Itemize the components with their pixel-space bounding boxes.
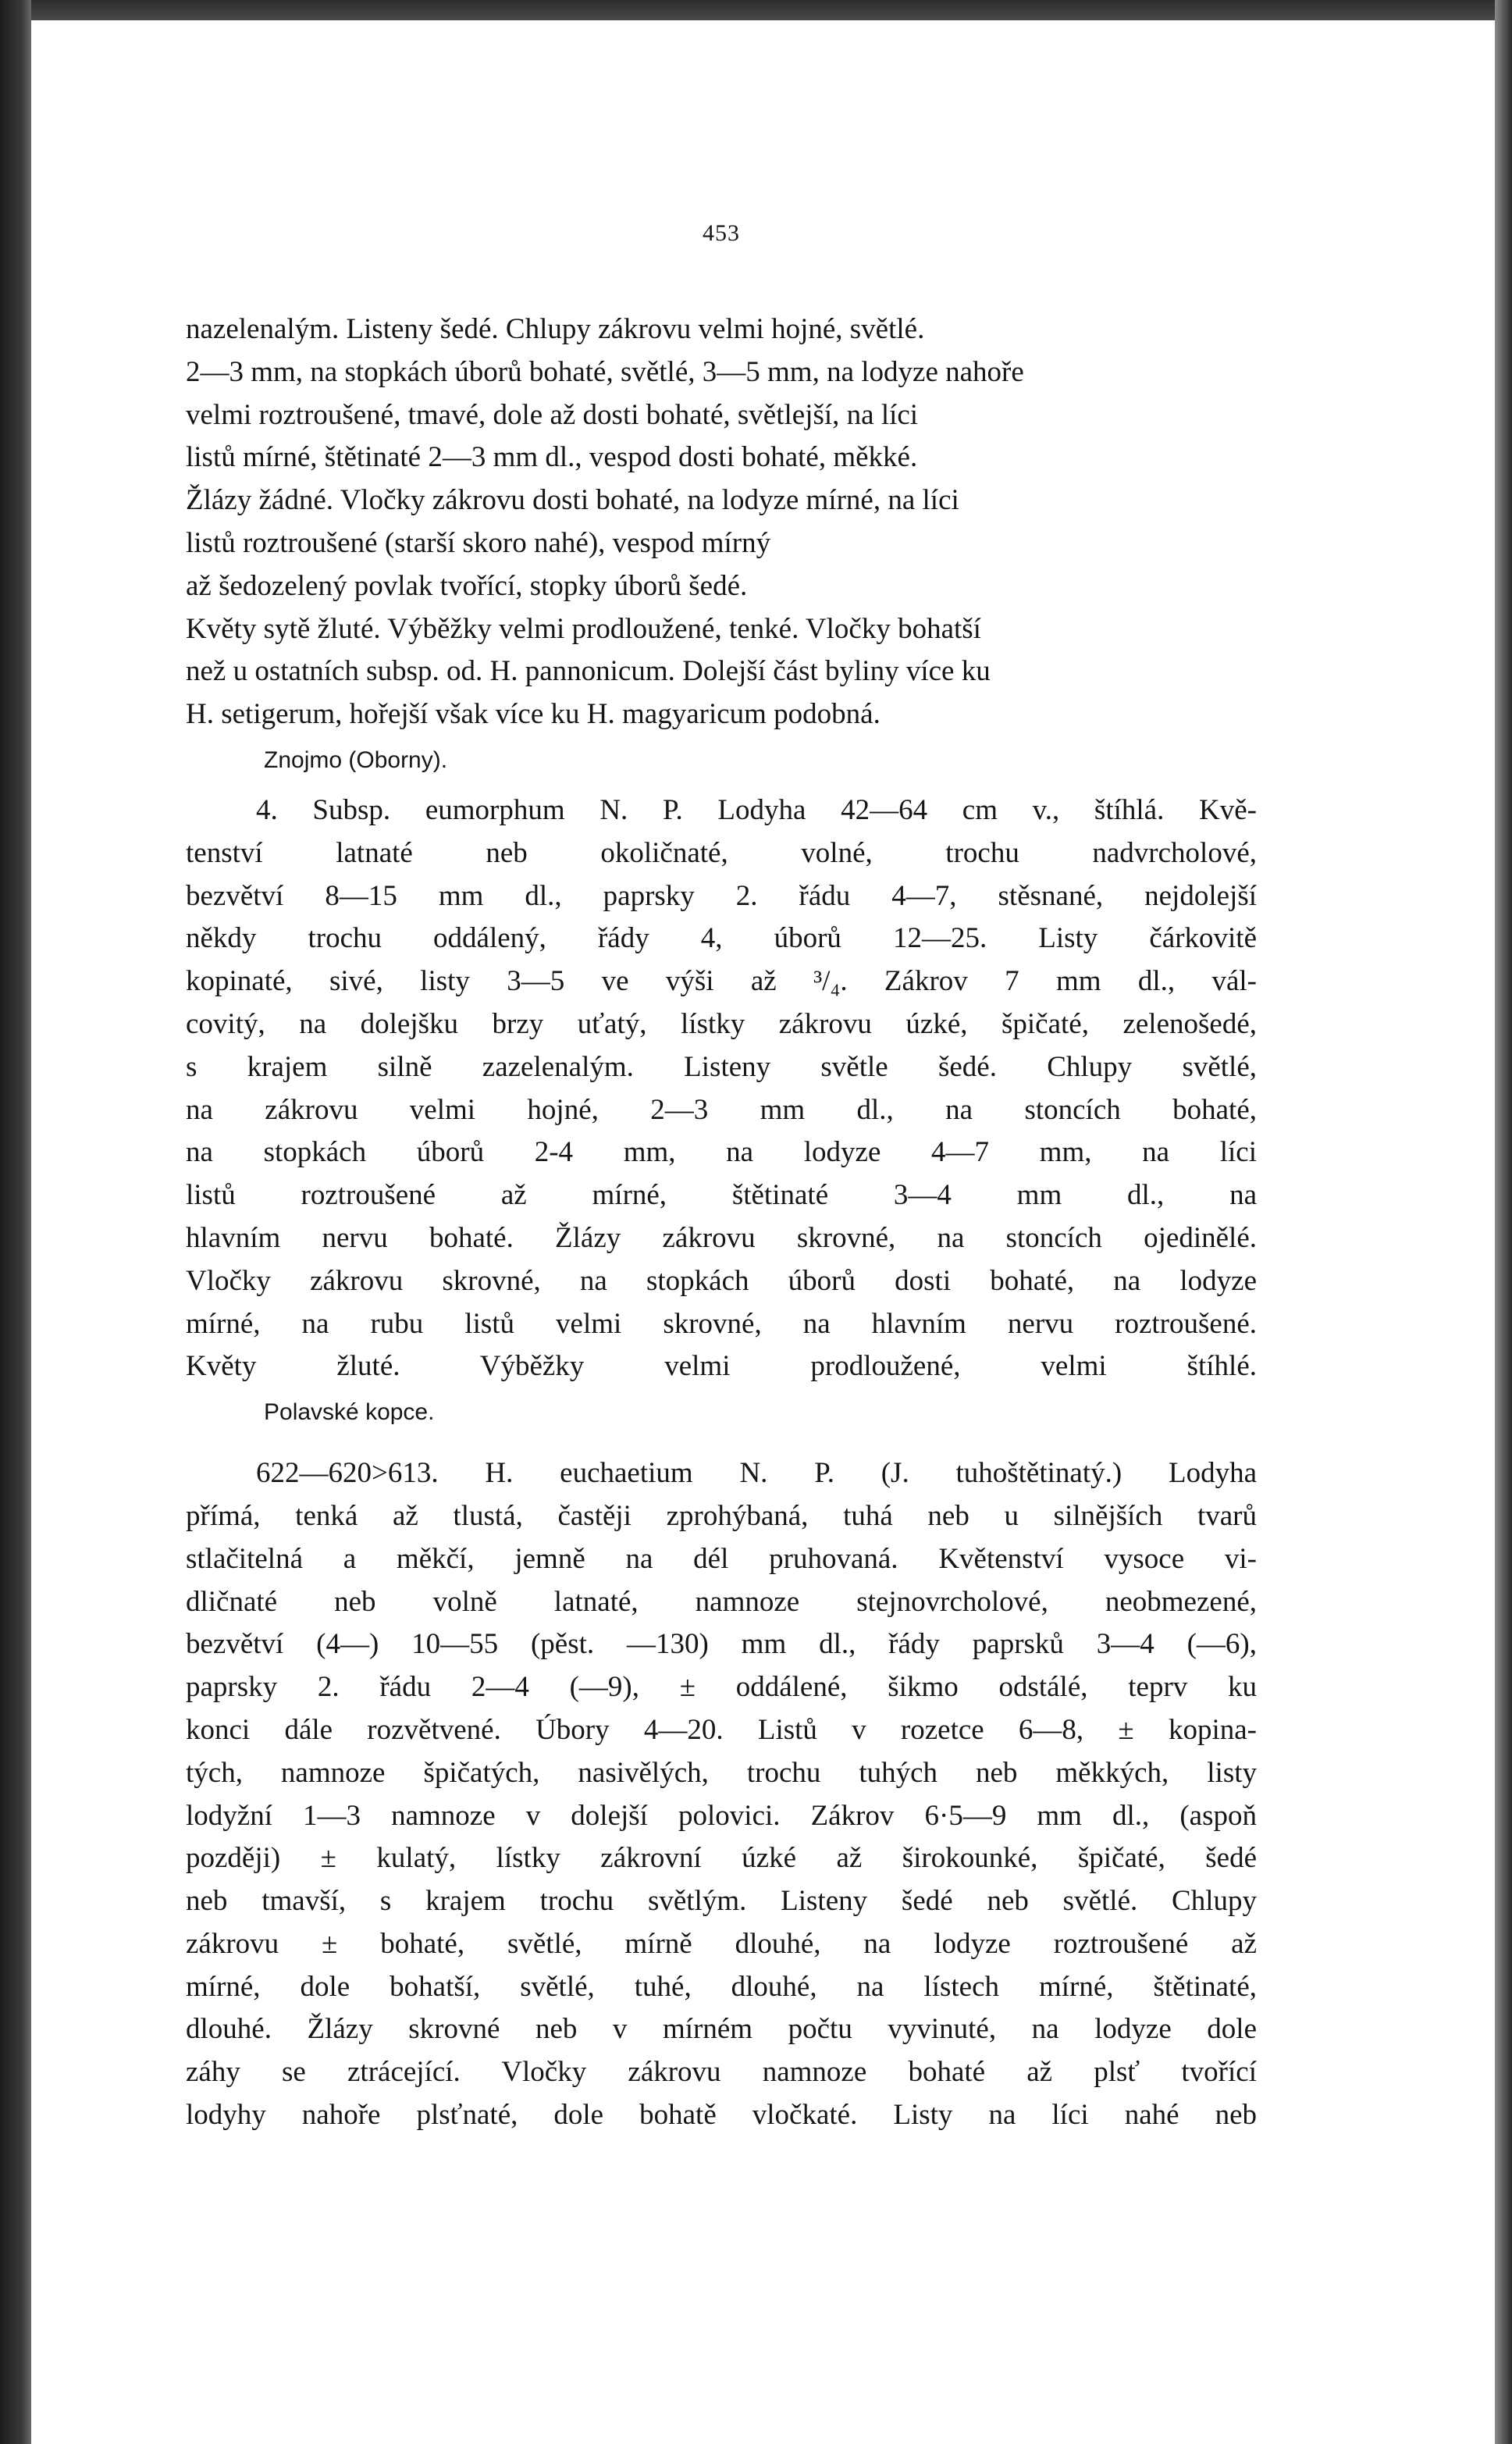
text-line: až šedozelený povlak tvořící, stopky úborů šedé. [186,569,748,602]
text-line: paprsky 2. řádu 2—4 (—9), ± oddálené, šikmo odstálé, teprv ku [186,1671,1257,1704]
text-line: dličnaté neb volně latnaté, namnoze stejnovrcholové, neobmezené, [186,1585,1257,1618]
text-line: hlavním nervu bohaté. Žlázy zákrovu skrovné, na stoncích ojedinělé. [186,1221,1257,1254]
paragraph-subsp-eumorphum [186,789,1257,1388]
paragraph-continuation [186,308,1257,736]
scan-border-right [1495,0,1512,2444]
text-line: lodyhy nahoře plsťnaté, dole bohatě vločkaté. Listy na líci nahé neb [186,2099,1257,2132]
text-line: záhy se ztrácející. Vločky zákrovu namnoze bohaté až plsť tvořící [186,2056,1257,2089]
scan-border-left [0,0,31,2444]
text-line: lodyžní 1—3 namnoze v dolejší polovici. Zákrov 6·5—9 mm dl., (aspoň [186,1799,1257,1832]
text-line: kopinaté, sivé, listy 3—5 ve výši až ³/₄. Zákrov 7 mm dl., vál- [186,965,1257,998]
text-line: neb tmavší, s krajem trochu světlým. Listeny šedé neb světlé. Chlupy [186,1885,1257,1918]
text-line: listů roztroušené až mírné, štětinaté 3—4 mm dl., na [186,1179,1257,1212]
text-line: listů roztroušené (starší skoro nahé), vespod mírný [186,526,771,559]
text-line: Květy žluté. Výběžky velmi prodloužené, velmi štíhlé. [186,1350,1257,1383]
text-line: mírné, na rubu listů velmi skrovné, na hlavním nervu roztroušené. [186,1307,1257,1340]
locality-note: Znojmo (Oborny). [264,746,448,773]
text-line: 622—620>613. H. euchaetium N. P. (J. tuhoštětinatý.) Lodyha [256,1457,1257,1490]
text-line: na zákrovu velmi hojné, 2—3 mm dl., na stoncích bohaté, [186,1093,1257,1126]
text-line: Květy sytě žluté. Výběžky velmi prodloužené, tenké. Vločky bohatší [186,612,981,645]
text-line: někdy trochu oddálený, řády 4, úborů 12—25. Listy čárkovitě [186,922,1257,955]
text-line: 4. Subsp. eumorphum N. P. Lodyha 42—64 cm v., štíhlá. Kvě- [256,793,1257,826]
text-line: tenství latnaté neb okoličnaté, volné, trochu nadvrcholové, [186,836,1257,869]
text-line: konci dále rozvětvené. Úbory 4—20. Listů v rozetce 6—8, ± kopina- [186,1713,1257,1746]
text-line: bezvětví 8—15 mm dl., paprsky 2. řádu 4—7, stěsnané, nejdolejší [186,879,1257,912]
text-line: s krajem silně zazelenalým. Listeny světle šedé. Chlupy světlé, [186,1050,1257,1083]
text-line: mírné, dole bohatší, světlé, tuhé, dlouhé, na lístech mírné, štětinaté, [186,1970,1257,2003]
text-line: 2—3 mm, na stopkách úborů bohaté, světlé, 3—5 mm, na lodyze nahoře [186,355,1024,388]
text-line: Žlázy žádné. Vločky zákrovu dosti bohaté, na lodyze mírné, na líci [186,484,959,517]
text-line: listů mírné, štětinaté 2—3 mm dl., vespod dosti bohaté, měkké. [186,441,918,474]
locality-note: Polavské kopce. [264,1399,435,1426]
text-line: dlouhé. Žlázy skrovné neb v mírném počtu vyvinuté, na lodyze dole [186,2013,1257,2046]
scan-border-top [0,0,1512,20]
text-line: covitý, na dolejšku brzy uťatý, lístky zákrovu úzké, špičaté, zelenošedé, [186,1007,1257,1040]
text-line: na stopkách úborů 2-4 mm, na lodyze 4—7 mm, na líci [186,1136,1257,1169]
page-number: 453 [703,220,740,246]
text-line: zákrovu ± bohaté, světlé, mírně dlouhé, na lodyze roztroušené až [186,1927,1257,1960]
text-line: velmi roztroušené, tmavé, dole až dosti bohaté, světlejší, na líci [186,398,919,431]
text-line: později) ± kulatý, lístky zákrovní úzké až širokounké, špičaté, šedé [186,1842,1257,1875]
paragraph-h-euchaetium [186,1452,1257,2137]
text-line: nazelenalým. Listeny šedé. Chlupy zákrovu velmi hojné, světlé. [186,313,925,345]
text-line: bezvětví (4—) 10—55 (pěst. —130) mm dl., řády paprsků 3—4 (—6), [186,1628,1257,1661]
text-line: než u ostatních subsp. od. H. pannonicum. Dolejší část byliny více ku [186,655,991,688]
text-line: Vločky zákrovu skrovné, na stopkách úborů dosti bohaté, na lodyze [186,1264,1257,1297]
text-line: stlačitelná a měkčí, jemně na dél pruhovaná. Květenství vysoce vi- [186,1542,1257,1575]
text-line: tých, namnoze špičatých, nasivělých, trochu tuhých neb měkkých, listy [186,1756,1257,1789]
page-text [186,308,1257,2137]
text-line: přímá, tenká až tlustá, častěji zprohýbaná, tuhá neb u silnějších tvarů [186,1499,1257,1532]
text-line: H. setigerum, hořejší však více ku H. magyaricum podobná. [186,698,881,731]
